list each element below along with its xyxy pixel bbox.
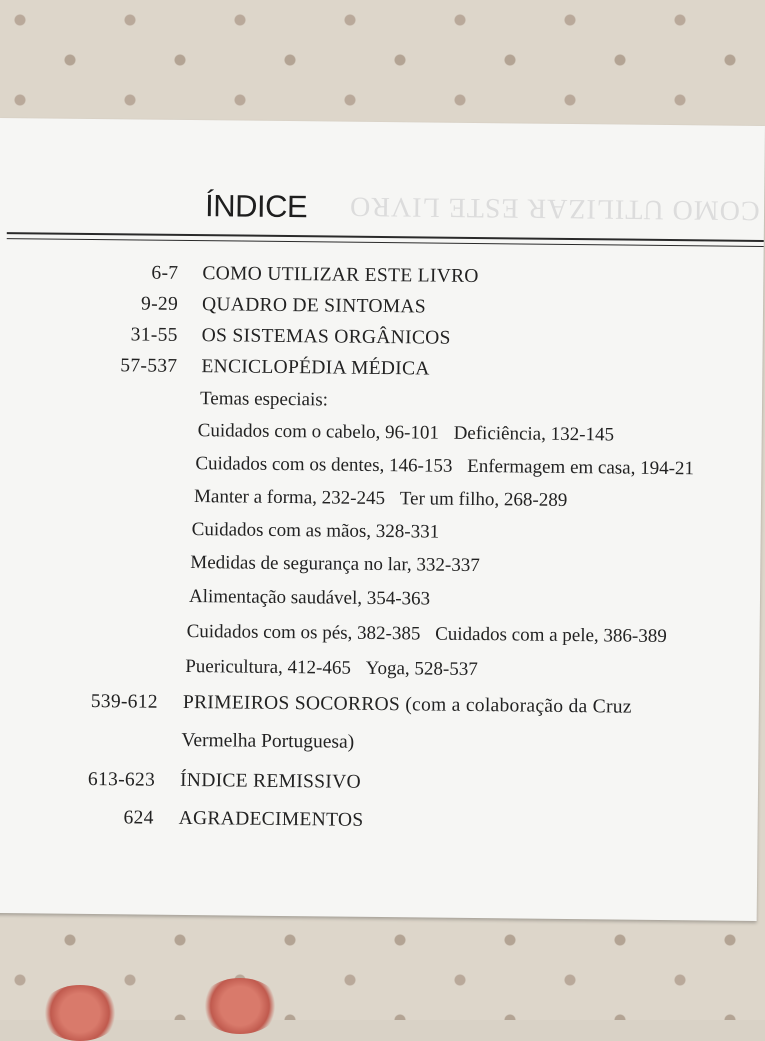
toc-entry-continuation: Vermelha Portuguesa) bbox=[181, 729, 355, 753]
rose-decoration bbox=[200, 978, 280, 1034]
special-topic-line: Cuidados com os pés, 382-385 Cuidados com a pele, 386-389 bbox=[186, 620, 667, 648]
bleed-through-text: COMO UTILIZAR ESTE LIVRO bbox=[348, 190, 760, 226]
book-page: COMO UTILIZAR ESTE LIVRO ÍNDICE 6-7 COMO UTILIZAR ESTE LIVRO 9-29 QUADRO DE SINTOMAS 31-55 OS SISTEMAS ORGÂNICOS 57-537 ENCICLOPÉDIA MÉDICA Temas especiais: Cuidados com o cabelo, 96-101 Deficiência, 132-145 Cuidados com os dentes, 146-153 Enfermagem em casa, 194-21 Manter a forma, 232-245 Ter um filho, 268-289 Cuidados com as mãos, 328-331 Medidas de segurança no lar, 332-337 Alimentação saudável, 354-363 Cuidados com os pés, 382-385 Cuidados com a pele, 386-389 Puericultura, 412-465 Yoga, 528-537 539-612 PRIMEIROS SOCORROS (com a colaboração da Cruz Vermelha Portuguesa) 613-623 ÍNDICE REMISSIVO 624 AGRADECIMENTOS bbox=[0, 118, 765, 921]
page-title: ÍNDICE bbox=[204, 188, 308, 225]
title-rule bbox=[7, 232, 764, 242]
special-topic-line: Alimentação saudável, 354-363 bbox=[188, 586, 431, 610]
rose-decoration bbox=[40, 985, 120, 1041]
special-topics-heading: Temas especiais: bbox=[199, 388, 329, 411]
special-topic-line: Cuidados com o cabelo, 96-101 Deficiência, 132-145 bbox=[197, 420, 615, 446]
special-topic-line: Medidas de segurança no lar, 332-337 bbox=[190, 552, 480, 577]
special-topic-line: Cuidados com os dentes, 146-153 Enfermagem em casa, 194-21 bbox=[195, 453, 695, 480]
special-topic-line: Puericultura, 412-465 Yoga, 528-537 bbox=[185, 655, 478, 681]
special-topic-line: Manter a forma, 232-245 Ter um filho, 268-289 bbox=[193, 486, 568, 511]
special-topic-line: Cuidados com as mãos, 328-331 bbox=[191, 519, 440, 543]
